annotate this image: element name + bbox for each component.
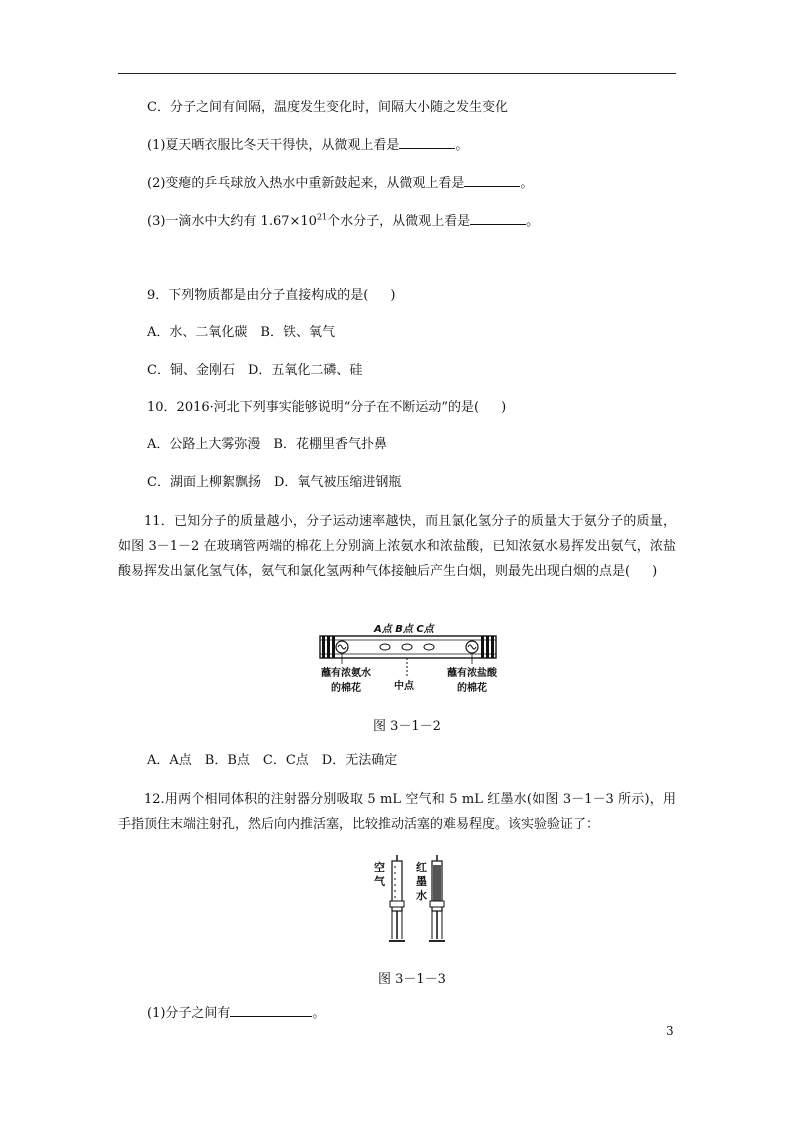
subquestion-3-text-a: (3)一滴水中大约有 1.67×10 — [147, 214, 317, 229]
subquestion-1-text: (1)夏天晒衣服比冬天干得快，从微观上看是 — [147, 138, 400, 153]
answer-blank[interactable] — [464, 174, 520, 187]
question-9-stem — [147, 287, 395, 305]
glass-tube-figure — [318, 620, 498, 696]
question-9-options-2: C．铜、金刚石 D．五氧化二磷、硅 — [147, 363, 363, 378]
figure-caption-3-1-3: 图 3－1－3 — [378, 972, 446, 987]
question-11-close: ) — [652, 564, 658, 579]
subquestion-2-text: (2)变瘪的乒乓球放入热水中重新鼓起来，从微观上看是 — [147, 176, 465, 191]
question-9-options-1: A．水、二氧化碳 B．铁、氧气 — [147, 325, 335, 340]
question-12-sub-1-text: (1)分子之间有 — [147, 1006, 231, 1021]
question-11-options: A．A点 B．B点 C．C点 D．无法确定 — [147, 753, 398, 768]
question-10-close: ) — [501, 400, 507, 415]
ink-syringe — [429, 855, 445, 941]
end-mark: 。 — [312, 1006, 326, 1021]
exponent: 21 — [316, 212, 328, 222]
left-cotton-label: 蘸有浓氨水 的棉花 — [321, 668, 371, 694]
right-cotton-label: 蘸有浓盐酸 的棉花 — [447, 668, 497, 694]
air-syringe — [389, 855, 405, 941]
subquestion-1 — [147, 136, 468, 155]
air-label: 空气 — [374, 861, 385, 888]
question-9-text: 9．下列物质都是由分子直接构成的是( — [147, 288, 369, 303]
answer-blank[interactable] — [399, 136, 455, 149]
subquestion-3-text-b: 个水分子，从微观上看是 — [327, 214, 471, 229]
answer-blank[interactable] — [470, 212, 526, 225]
question-12-sub-1 — [147, 1004, 325, 1023]
point-labels: A点 B点 C点 — [374, 624, 434, 635]
question-10-options-2: C．湖面上柳絮飘扬 D．氧气被压缩进钢瓶 — [147, 475, 402, 490]
question-10-stem — [147, 399, 506, 417]
end-mark: 。 — [455, 138, 469, 153]
subquestion-2 — [147, 174, 533, 193]
header-rule — [118, 73, 676, 74]
syringe-figure — [370, 855, 450, 945]
question-12-stem: 12.用两个相同体积的注射器分别吸取 5 mL 空气和 5 mL 红墨水(如图 3－1－3 所示)，用手指顶住末端注射孔，然后向内推活塞，比较推动活塞的难易程度。该实验验证了： — [118, 792, 676, 832]
figure-caption-3-1-2: 图 3－1－2 — [373, 719, 441, 734]
red-ink-label: 红墨水 — [416, 861, 427, 902]
subquestion-3 — [147, 212, 539, 231]
end-mark: 。 — [520, 176, 534, 191]
answer-blank[interactable] — [230, 1004, 312, 1017]
question-9-close: ) — [390, 288, 396, 303]
option-c-line: C．分子之间有间隔，温度发生变化时，间隔大小随之发生变化 — [147, 100, 508, 115]
midpoint-label: 中点 — [394, 681, 414, 692]
end-mark: 。 — [526, 214, 540, 229]
question-11-stem — [118, 509, 676, 584]
page-number: 3 — [666, 1024, 674, 1038]
left-stopper — [322, 636, 335, 658]
question-11-text: 11．已知分子的质量越小，分子运动速率越快，而且氯化氢分子的质量大于氨分子的质量，如图 3－1－2 在玻璃管两端的棉花上分别滴上浓氨水和浓盐酸，已知浓氨水易挥发出氨气，浓盐酸易挥发出氯化氢气体，氨气和氯化氢两种气体接触后产生白烟，则最先出现白烟的点是( — [118, 514, 676, 579]
question-10-text: 10．2016·河北下列事实能够说明“分子在不断运动”的是( — [147, 400, 480, 415]
question-10-options-1: A．公路上大雾弥漫 B．花棚里香气扑鼻 — [147, 437, 387, 452]
right-stopper — [481, 636, 494, 658]
